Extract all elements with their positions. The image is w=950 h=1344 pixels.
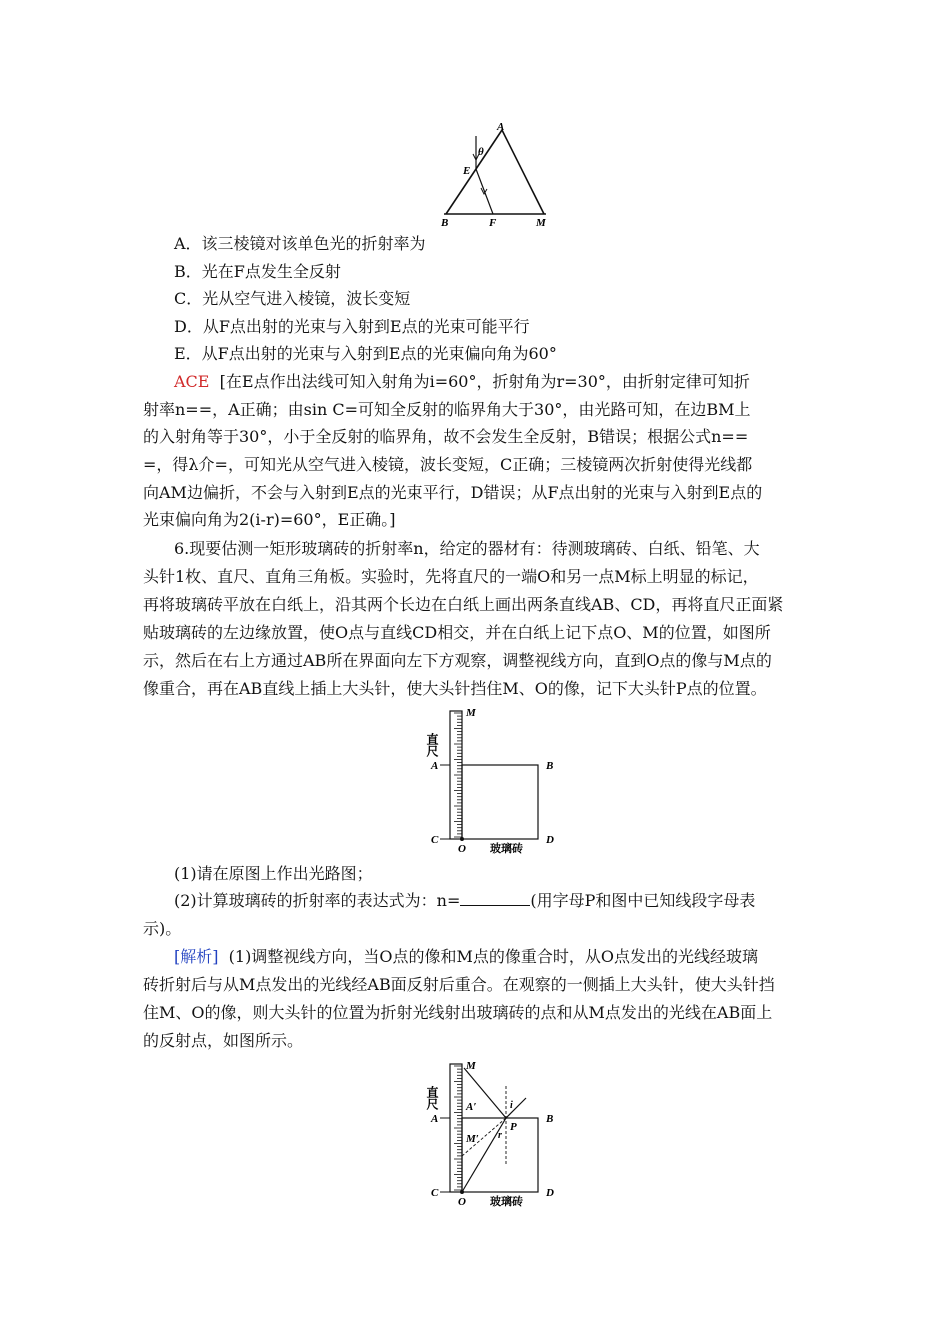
fig2-label-m: M [466, 707, 476, 719]
q6-line-4: 贴玻璃砖的左边缘放置，使O点与直线CD相交，并在白纸上记下点O、M的位置，如图所 [143, 623, 771, 642]
fig3-label-m: M [466, 1060, 476, 1072]
fig3-label-d: D [546, 1187, 554, 1199]
fig3-label-p: P [510, 1121, 517, 1133]
q6-line-6: 像重合，再在AB直线上插上大头针，使大头针挡住M、O的像，记下大头针P点的位置。 [143, 679, 767, 698]
answer-line-5: 向AM边偏折，不会与入射到E点的光束平行，D错误；从F点出射的光束与入射到E点的 [143, 483, 763, 502]
fig3-label-glass: 玻璃砖 [490, 1196, 523, 1208]
answer-blank[interactable] [460, 891, 530, 906]
q6-line-1: 6.现要估测一矩形玻璃砖的折射率n，给定的器材有：待测玻璃砖、白纸、铅笔、大 [174, 539, 760, 558]
answer-line-2: 射率n==，A正确；由sin C=可知全反射的临界角大于30°，由光路可知，在边BM上 [143, 400, 751, 419]
fig2-label-o: O [458, 843, 466, 855]
fig2-label-b: B [546, 760, 554, 772]
analysis-line-2: 砖折射后与从M点发出的光线经AB面反射后重合。在观察的一侧插上大头针，使大头针挡 [143, 975, 775, 994]
fig2-label-d: D [546, 834, 554, 846]
fig3-label-i: i [510, 1100, 513, 1111]
q6-line-2: 头针1枚、直尺、直角三角板。实验时，先将直尺的一端O和另一点M标上明显的标记， [143, 567, 759, 586]
fig3-label-a: A [431, 1113, 439, 1125]
fig2-label-a: A [431, 760, 439, 772]
figure-glass-setup [420, 705, 570, 855]
answer-line-6: 光束偏向角为2(i-r)=60°，E正确。] [143, 510, 396, 529]
answer-line-4: =，得λ介=，可知光从空气进入棱镜，波长变短，C正确；三棱镜两次折射使得光线都 [143, 455, 753, 474]
q6-line-5: 示，然后在右上方通过AB所在界面向左下方观察，调整视线方向，直到O点的像与M点的 [143, 651, 772, 670]
q6-line-3: 再将玻璃砖平放在白纸上，沿其两个长边在白纸上画出两条直线AB、CD，再将直尺正面紧 [143, 595, 784, 614]
fig2-label-ruler: 直尺 [425, 733, 439, 757]
figure-prism [430, 118, 560, 230]
analysis-line-3: 住M、O的像，则大头针的位置为折射光线射出玻璃砖的点和从M点发出的光线在AB面上 [143, 1003, 773, 1022]
fig2-label-glass: 玻璃砖 [490, 843, 523, 855]
ruler-ticks-2 [454, 1066, 462, 1190]
fig1-label-a: A [497, 121, 505, 133]
figure-light-path [420, 1058, 570, 1208]
fig3-label-r: r [498, 1130, 502, 1141]
answer-line-1 [174, 371, 750, 393]
fig3-label-mprime: M′ [466, 1133, 479, 1145]
fig1-label-b: B [441, 217, 449, 229]
q6-sub1: (1)请在原图上作出光路图； [174, 864, 373, 883]
analysis-line-4: 的反射点，如图所示。 [143, 1031, 304, 1050]
q6-sub2-post: (用字母P和图中已知线段字母表 [530, 891, 756, 910]
fig1-label-e: E [463, 165, 471, 177]
answer-text-1: [在E点作出法线可知入射角为i=60°，折射角为r=30°，由折射定律可知折 [219, 372, 750, 391]
analysis-text-1: (1)调整视线方向，当O点的像和M点的像重合时，从O点发出的光线经玻璃 [228, 947, 758, 966]
option-c: C．光从空气进入棱镜，波长变短 [174, 289, 411, 308]
answer-line-3: 的入射角等于30°，小于全反射的临界角，故不会发生全反射，B错误；根据公式n== [143, 427, 749, 446]
ruler-ticks [454, 713, 462, 837]
fig1-label-f: F [489, 217, 497, 229]
fig1-label-theta: θ [478, 146, 484, 158]
q6-sub2-line2: 示)。 [143, 919, 182, 938]
fig3-label-b: B [546, 1113, 554, 1125]
option-a: A．该三棱镜对该单色光的折射率为 [174, 234, 426, 253]
fig3-label-ruler: 直尺 [425, 1086, 439, 1110]
fig1-label-m: M [536, 217, 546, 229]
fig2-label-c: C [431, 834, 439, 846]
option-d: D．从F点出射的光束与入射到E点的光束可能平行 [174, 317, 530, 336]
analysis-label: [解析] [174, 947, 219, 966]
q6-sub2-pre: (2)计算玻璃砖的折射率的表达式为：n= [174, 891, 461, 910]
answer-label: ACE [174, 372, 210, 391]
option-e: E．从F点出射的光束与入射到E点的光束偏向角为60° [174, 344, 557, 363]
fig3-label-o: O [458, 1196, 466, 1208]
q6-sub2 [174, 890, 755, 912]
option-b: B．光在F点发生全反射 [174, 262, 341, 281]
fig3-label-aprime: A′ [466, 1101, 477, 1113]
analysis-line-1 [174, 946, 758, 968]
fig3-label-c: C [431, 1187, 439, 1199]
